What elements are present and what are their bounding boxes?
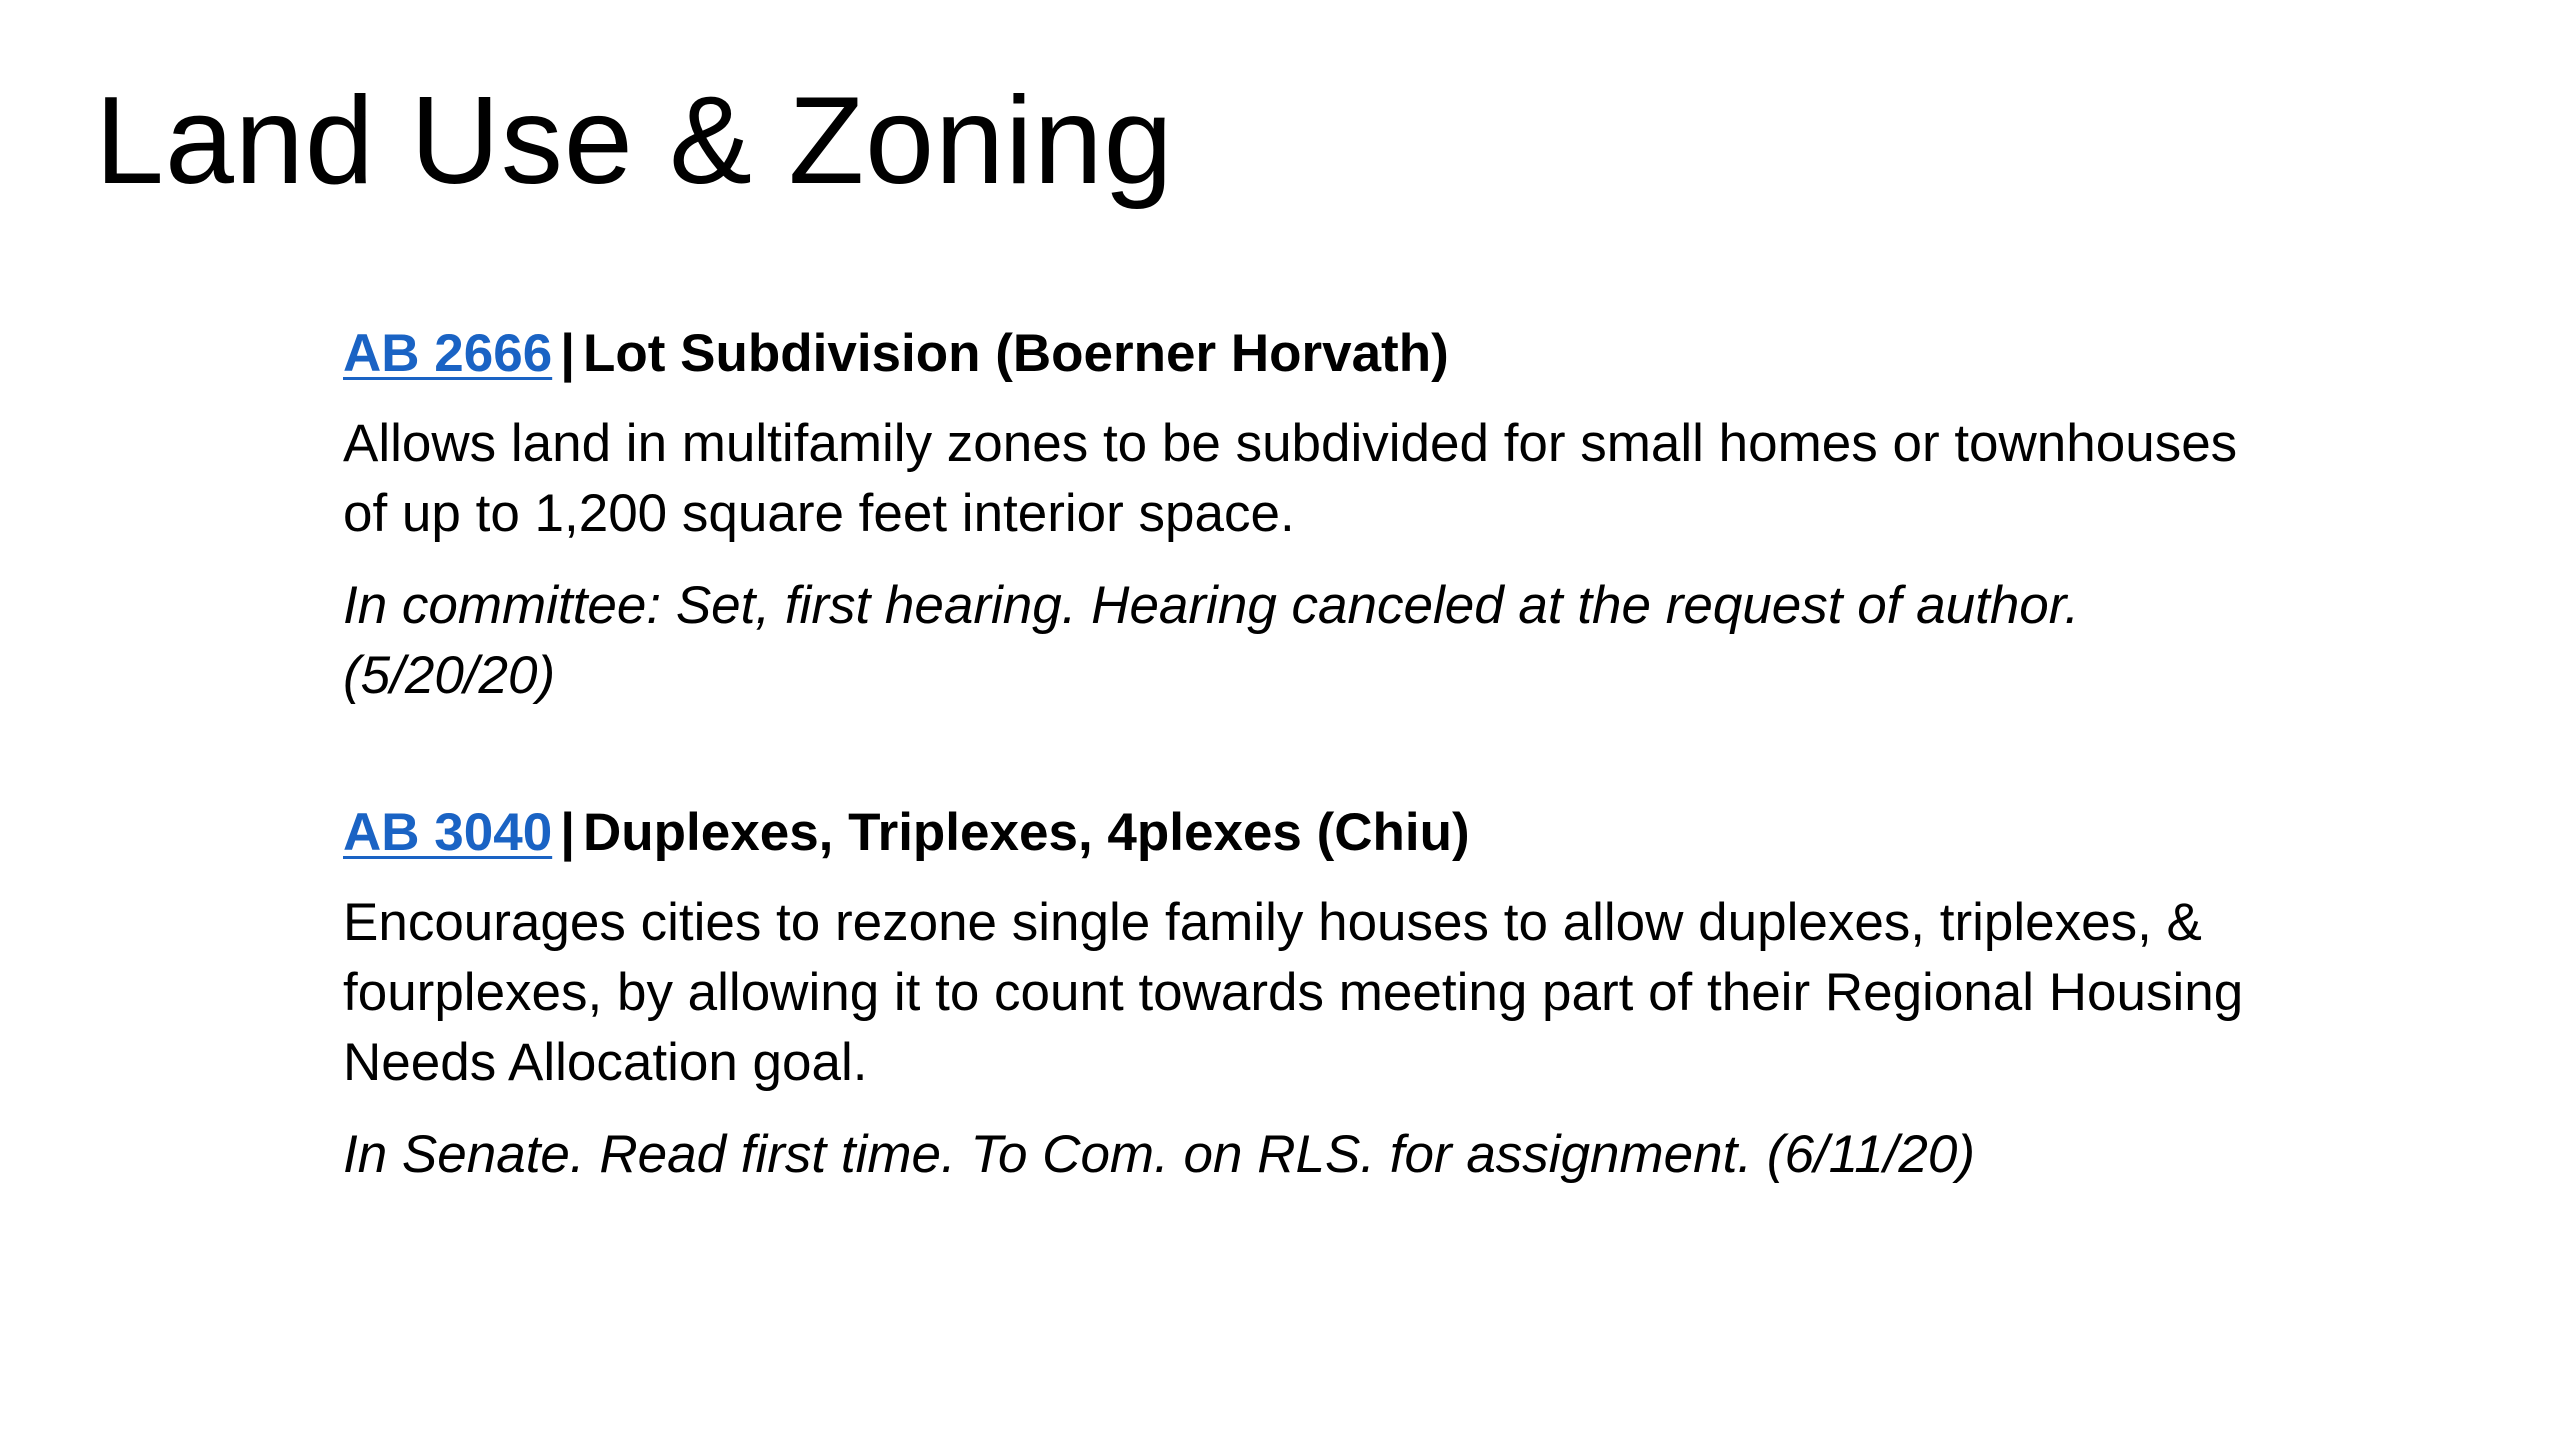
bill-title: Lot Subdivision (Boerner Horvath) bbox=[583, 324, 1449, 383]
bill-status: In committee: Set, first hearing. Hearing canceled at the request of author. (5/20/20) bbox=[343, 575, 2080, 705]
heading-separator: | bbox=[560, 324, 576, 383]
bill-item-ab-3040 bbox=[343, 799, 2293, 1190]
bill-heading bbox=[343, 320, 2293, 389]
bill-title: Duplexes, Triplexes, 4plexes (Chiu) bbox=[583, 802, 1470, 862]
heading-separator: | bbox=[560, 802, 576, 862]
bill-link-ab-3040[interactable]: AB 3040 bbox=[343, 802, 553, 862]
bill-description: Encourages cities to rezone single family houses to allow duplexes, triplexes, & fourplexes, by allowing it to count towards meeting part of their Regional Housing Needs Allocation goal. bbox=[343, 892, 2244, 1092]
bill-link-ab-2666[interactable]: AB 2666 bbox=[343, 324, 553, 383]
bill-heading bbox=[343, 799, 2293, 868]
slide-title: Land Use & Zoning bbox=[95, 72, 1174, 210]
bill-description: Allows land in multifamily zones to be subdivided for small homes or townhouses of up to 1,200 square feet interior space. bbox=[343, 413, 2238, 543]
bill-item-ab-2666 bbox=[343, 320, 2293, 711]
bill-status: In Senate. Read first time. To Com. on RLS. for assignment. (6/11/20) bbox=[343, 1124, 1976, 1184]
bill-list bbox=[343, 320, 2293, 1190]
